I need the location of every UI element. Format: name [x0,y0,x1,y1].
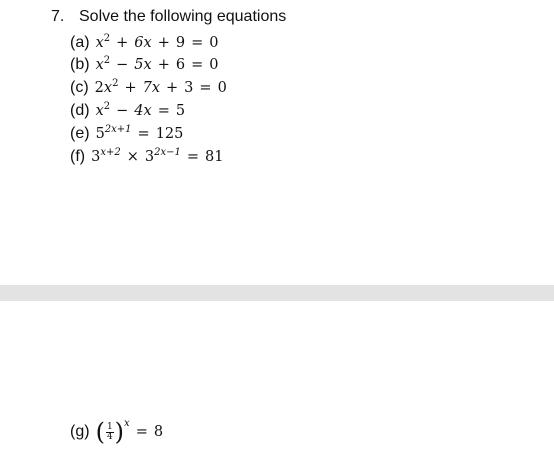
part-label-c: (c) [70,79,89,96]
equation-d [70,100,185,122]
part-label-a: (a) [70,34,90,51]
equation-g-math: ( $\frac{1}{4}$ )$^x$= 8 [95,418,164,446]
equation-d-math: $x^2 - 4x = 5$ [95,101,186,119]
fraction-one-quarter: $\frac{1}{4}$ [106,421,113,442]
equation-c-math: $2x^2 + 7x + 3 = 0$ [94,78,227,96]
equation-a [70,32,218,54]
equation-e-math: $5^{2x+1} = 125$ [95,124,184,142]
equation-b-math: $x^2 - 5x + 6 = 0$ [95,55,219,73]
equation-a-math: $x^2 + 6x + 9 = 0$ [95,33,219,51]
part-label-f: (f) [70,148,86,165]
equation-c [70,77,227,99]
equation-f [70,146,223,168]
part-label-g: (g) [70,423,90,440]
equation-e [70,123,183,145]
part-label-b: (b) [70,56,90,73]
part-label-d: (d) [70,102,90,119]
question-title: Solve the following equations [79,8,287,25]
page-separator [0,285,554,301]
equation-b [70,54,218,76]
equation-f-math: $3^{x+2} \times 3^{2x-1} = 81$ [91,147,224,165]
part-label-e: (e) [70,125,90,142]
equation-g [70,418,163,446]
question-number: 7. [51,8,65,25]
